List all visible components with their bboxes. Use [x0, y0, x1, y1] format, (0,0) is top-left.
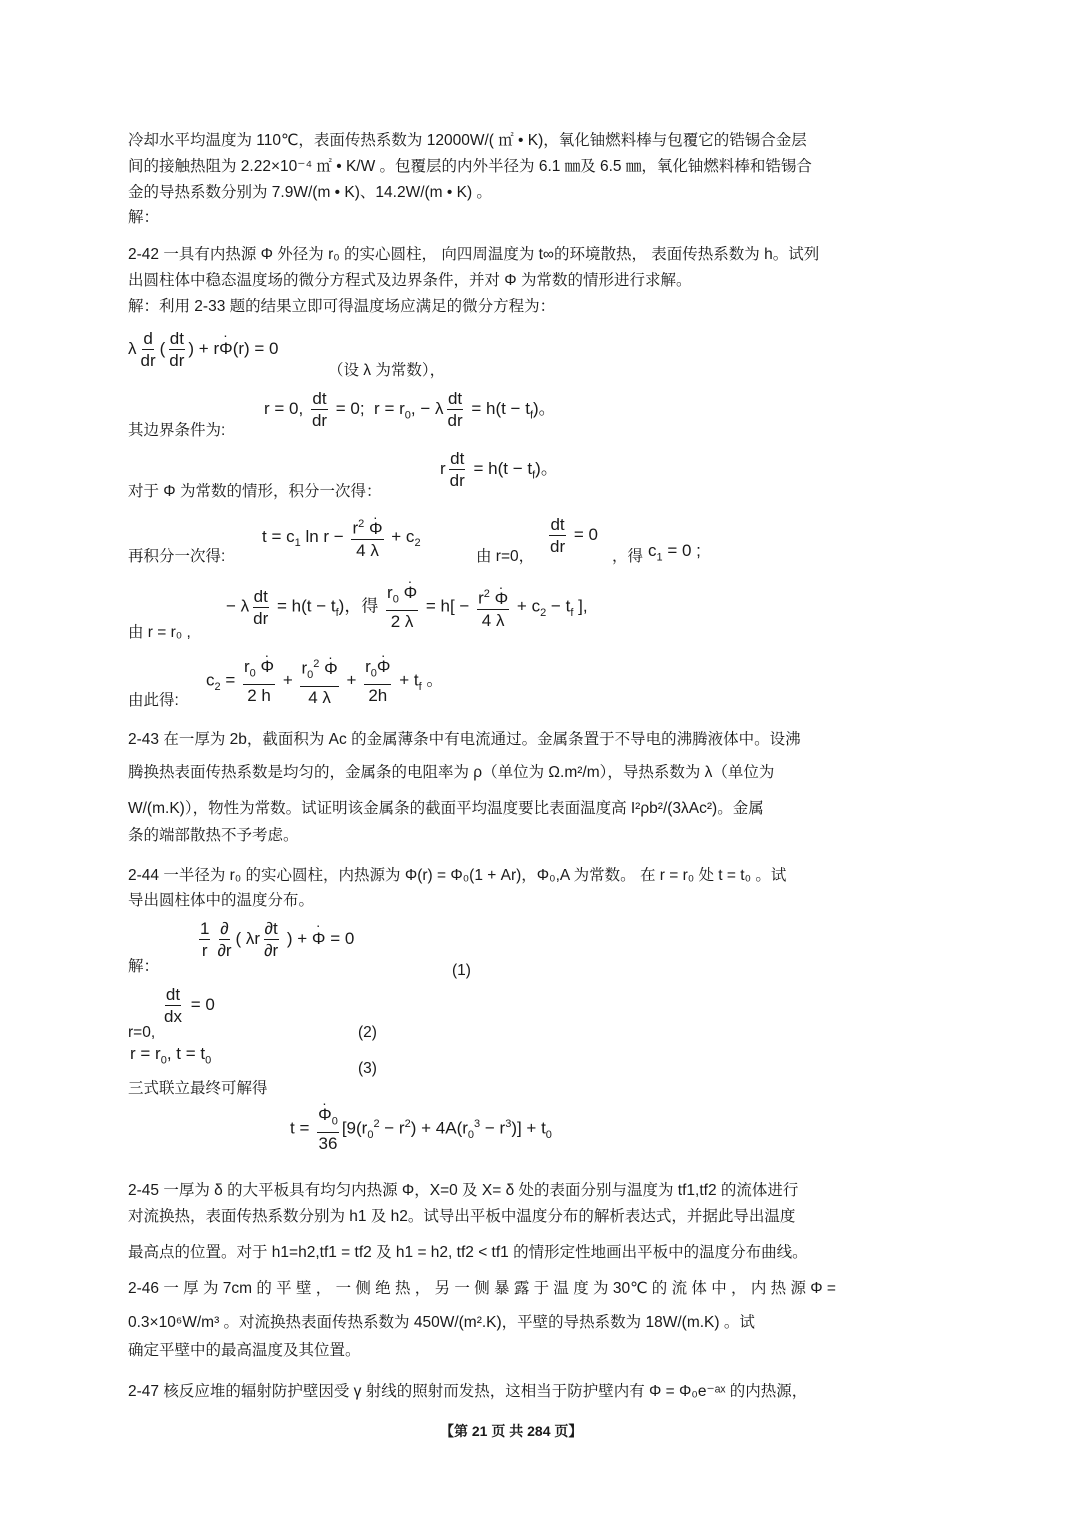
- equation-c1: $c_1 = 0$ ;: [648, 541, 701, 564]
- problem-2-44-line: 2-44 一半径为 r₀ 的实心圆柱，内热源为 Φ(r) = Φ₀(1 + Ar)，Φ₀,A 为常数。 在 r = r₀ 处 t = t₀ 。试: [128, 867, 787, 884]
- problem-2-46-line: 2-46 一 厚 为 7cm 的 平 壁 ， 一 侧 绝 热 ， 另 一 侧 暴 露 于 温 度 为 30℃ 的 流 体 中 ， 内 热 源 Φ =: [128, 1280, 836, 1297]
- text-line: 金的导热系数分别为 7.9W/(m • K)、14.2W/(m • K) 。: [128, 184, 492, 201]
- text-line: 0.3×10⁶W/m³ 。对流换热表面传热系数为 450W/(m².K)，平壁的导热系数为 18W/(m.K) 。试: [128, 1314, 755, 1331]
- text-line: 解：利用 2-33 题的结果立即可得温度场应满足的微分方程为：: [128, 298, 556, 315]
- equation-diff: λ $\frac{d}{dr}$ ( $\frac{dt}{dr}$ ) + r· Φ(r) = 0: [128, 328, 279, 371]
- text-line: 再积分一次得:: [128, 548, 226, 565]
- equation-cylinder: $\frac{1}{r}$ $\frac{\partial}{\partial r}$ ( λr $\frac{\partial t}{\partial r}$ ) + · Φ = 0: [196, 918, 354, 961]
- text-line: 对流换热，表面传热系数分别为 h1 及 h2。试导出平板中温度分布的解析表达式，并据此导出温度: [128, 1208, 796, 1225]
- problem-2-42-line: 2-42 一具有内热源 Φ 外径为 r₀ 的实心圆柱， 向四周温度为 t∞的环境散热， 表面传热系数为 h。试列: [128, 246, 820, 263]
- equation-first-integral: r $\frac{dt}{dr}$ = $h(t - t_f)$。: [440, 449, 558, 490]
- equation-number: (1): [452, 962, 471, 979]
- text-line: 腾换热表面传热系数是均匀的，金属条的电阻率为 ρ（单位为 Ω.m²/m），导热系数为 λ（单位为: [128, 764, 775, 781]
- equation-r-r0: − λ $\frac{dt}{dr}$ = $h(t - t_f)$，得 $\frac{r_0 \cdot \Phi}{2 \lambda}$ = h[ − $\frac{r^2 \cdot \Phi}{4 \lambda}$ + $c_2 - t_f$ ],: [226, 582, 588, 632]
- equation-number: (2): [358, 1024, 377, 1041]
- text-line: 确定平壁中的最高温度及其位置。: [128, 1342, 361, 1359]
- problem-2-47-line: 2-47 核反应堆的辐射防护壁因受 γ 射线的照射而发热，这相当于防护壁内有 Φ = Φ₀e⁻ᵃˣ 的内热源，: [128, 1383, 808, 1400]
- page-footer: 【第 21 页 共 284 页】: [440, 1423, 583, 1439]
- problem-2-43-line: 2-43 在一厚为 2b，截面积为 Ac 的金属薄条中有电流通过。金属条置于不导电的沸腾液体中。设沸: [128, 731, 801, 748]
- equation-r0-condition: $\frac{dt}{dr}$ = 0: [550, 515, 598, 556]
- text-line: 出圆柱体中稳态温度场的微分方程式及边界条件，并对 Φ 为常数的情形进行求解。: [128, 272, 692, 289]
- equation-solution: t = · $\frac{\Phi_0}{36}$ $[9(r_0^2 - r^2) + 4A(r_0^3 - r^3)] + t_0$: [290, 1104, 552, 1154]
- text-line: 解：: [128, 958, 160, 975]
- equation-dt-dx: $\frac{dt}{dx}$ = 0: [164, 985, 215, 1026]
- problem-2-45-line: 2-45 一厚为 δ 的大平板具有均匀内热源 Φ，X=0 及 X= δ 处的表面分别与温度为 tf1,tf2 的流体进行: [128, 1182, 799, 1199]
- equation-second-integral: $t = c_1$ ln r − $\frac{r^2 \cdot \Phi}{4 \lambda}$ + $c_2$: [262, 514, 421, 561]
- text-line: W/(m.K)），物性为常数。试证明该金属条的截面平均温度要比表面温度高 I²ρb²/(3λAc²)。金属: [128, 800, 764, 817]
- text-line: 对于 Φ 为常数的情形，积分一次得：: [128, 483, 382, 500]
- text-line: ，得: [612, 548, 644, 565]
- text-line: 间的接触热阻为 2.22×10⁻⁴ ㎡ • K/W 。包覆层的内外半径为 6.1 ㎜及 6.5 ㎜，氧化铀燃料棒和锆锡合: [128, 158, 812, 175]
- text-line: 三式联立最终可解得: [128, 1080, 268, 1097]
- text-line: r=0,: [128, 1024, 156, 1041]
- equation-boundary: r = 0, $\frac{dt}{dr}$ = 0; $r = r_0$, − λ $\frac{dt}{dr}$ = $h(t - t_f)$。: [264, 389, 556, 430]
- text-line: 导出圆柱体中的温度分布。: [128, 892, 315, 909]
- equation-c2: $c_2$ = $\frac{r_0 \cdot \Phi}{2 h}$ + $\frac{r_0^2 \cdot \Phi}{4 \lambda}$ + $\frac{r_0\cdot \Phi}{2h}$ + $t_f$ 。: [206, 654, 443, 708]
- text-line: 由 r = r₀ ,: [128, 624, 191, 641]
- text-line: 解：: [128, 209, 160, 226]
- text-line: 冷却水平均温度为 110℃，表面传热系数为 12000W/( ㎡ • K)，氧化铀燃料棒与包覆它的锆锡合金层: [128, 132, 807, 149]
- text-line: 条的端部散热不予考虑。: [128, 827, 299, 844]
- text-line: 由此得:: [128, 692, 179, 709]
- text-line: 由 r=0，: [476, 548, 535, 565]
- note-constant-lambda: （设 λ 为常数），: [328, 362, 446, 379]
- text-line: 其边界条件为:: [128, 422, 226, 439]
- equation-number: (3): [358, 1060, 377, 1077]
- equation-boundary-r0: $r = r_0$, $t = t_0$: [130, 1044, 212, 1067]
- text-line: 最高点的位置。对于 h1=h2,tf1 = tf2 及 h1 = h2, tf2 < tf1 的情形定性地画出平板中的温度分布曲线。: [128, 1244, 808, 1261]
